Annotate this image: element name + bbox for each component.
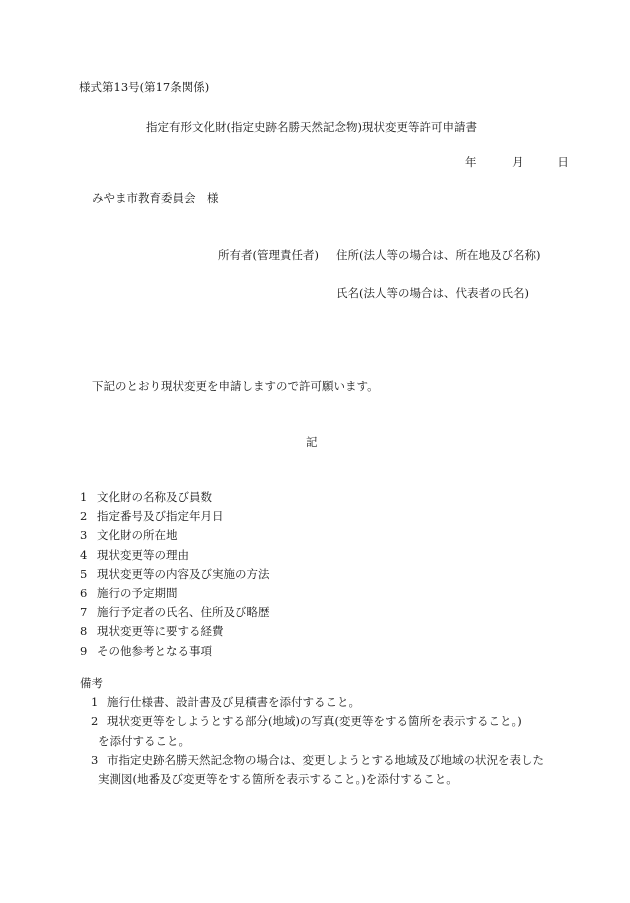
list-item — [80, 510, 270, 529]
date-day-label: 日 — [557, 155, 569, 169]
item-number: 1 — [80, 490, 88, 504]
item-text: 文化財の所在地 — [97, 528, 178, 543]
item-number: 2 — [80, 509, 88, 524]
list-item — [80, 645, 270, 664]
date-month-label: 月 — [512, 155, 524, 169]
note-text: 市指定史跡名勝天然記念物の場合は、変更しようとする地域及び地域の状況を表した — [107, 752, 544, 767]
owner-label: 所有者(管理責任者) — [218, 248, 319, 262]
note-item-3 — [91, 754, 544, 773]
list-item — [80, 491, 270, 510]
notes-list — [91, 696, 544, 792]
note-text: 施行仕様書、設計書及び見積書を添付すること。 — [107, 695, 360, 709]
note-text: 現状変更等をしようとする部分(地域)の写真(変更等をする箇所を表示すること。) — [107, 714, 522, 729]
note-item-2-continuation — [91, 735, 544, 754]
item-text: 文化財の名称及び員数 — [97, 490, 212, 504]
item-number: 4 — [80, 547, 88, 562]
list-item — [80, 549, 270, 568]
item-text: 指定番号及び指定年月日 — [97, 509, 224, 524]
list-item — [80, 568, 270, 587]
item-text: その他参考となる事項 — [97, 643, 212, 658]
list-item — [80, 529, 270, 548]
addressee: みやま市教育委員会 様 — [92, 191, 219, 205]
item-number: 8 — [80, 624, 88, 639]
owner-address-line: 住所(法人等の場合は、所在地及び名称) — [336, 248, 541, 262]
note-item-3-continuation — [91, 773, 544, 792]
item-text: 現状変更等に要する経費 — [97, 624, 224, 639]
date-line — [465, 156, 569, 170]
item-list — [80, 491, 270, 664]
date-year-label: 年 — [465, 155, 477, 169]
document-title: 指定有形文化財(指定史跡名勝天然記念物)現状変更等許可申請書 — [146, 120, 477, 134]
note-text: 実測図(地番及び変更等をする箇所を表示すること。)を添付すること。 — [98, 772, 458, 787]
note-number: 3 — [91, 752, 99, 767]
item-text: 施行の予定期間 — [97, 585, 178, 600]
note-number: 1 — [91, 695, 99, 709]
list-item — [80, 625, 270, 644]
item-text: 現状変更等の理由 — [97, 547, 189, 562]
ki-heading: 記 — [306, 435, 318, 449]
item-number: 6 — [80, 585, 88, 600]
note-text: を添付すること。 — [98, 733, 190, 748]
list-item — [80, 587, 270, 606]
item-number: 7 — [80, 605, 88, 620]
item-number: 9 — [80, 643, 88, 658]
note-item-2 — [91, 715, 544, 734]
item-text: 現状変更等の内容及び実施の方法 — [97, 566, 270, 581]
form-number: 様式第13号(第17条関係) — [79, 80, 210, 94]
owner-name-line: 氏名(法人等の場合は、代表者の氏名) — [336, 286, 529, 300]
list-item — [80, 606, 270, 625]
note-item-1 — [91, 696, 544, 715]
request-statement: 下記のとおり現状変更を申請しますので許可願います。 — [92, 379, 379, 393]
notes-heading: 備考 — [80, 676, 103, 690]
item-text: 施行予定者の氏名、住所及び略歴 — [97, 605, 270, 620]
item-number: 5 — [80, 566, 88, 581]
item-number: 3 — [80, 528, 88, 543]
note-number: 2 — [91, 714, 99, 729]
